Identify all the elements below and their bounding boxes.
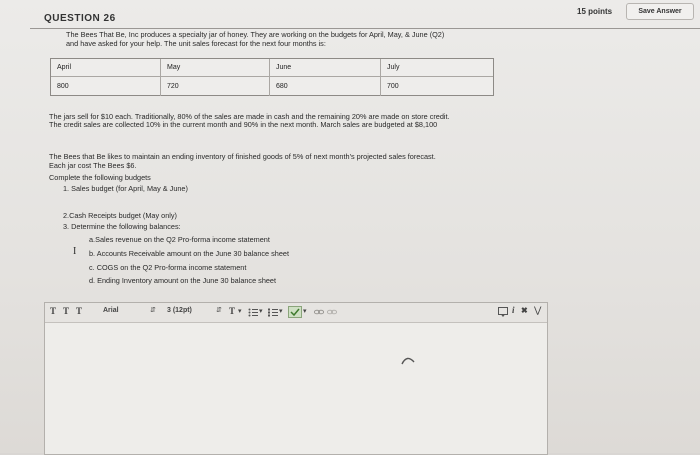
header-divider xyxy=(30,28,700,29)
text-color-icon[interactable]: T xyxy=(229,306,236,316)
bullet-list-icon[interactable] xyxy=(248,308,258,317)
table-cell: 800 xyxy=(57,83,69,90)
sub-item-d: d. Ending Inventory amount on the June 30 balance sheet xyxy=(89,276,277,285)
numbered-list-icon[interactable] xyxy=(268,308,278,317)
sales-forecast-table xyxy=(50,58,494,96)
font-size-select[interactable]: 3 (12pt) xyxy=(167,307,192,314)
table-header-cell: July xyxy=(380,59,493,76)
bold-style-icon[interactable]: T xyxy=(50,306,57,316)
spellcheck-dropdown-icon[interactable]: ▾ xyxy=(303,308,307,315)
underline-style-icon[interactable]: T xyxy=(76,306,83,316)
inventory-line-1: The Bees that Be likes to maintain an ending inventory of finished goods of 5% of next month's projected sales forecast. xyxy=(49,152,436,161)
intro-line-1: The Bees That Be, Inc produces a specialty jar of honey. They are working on the budgets for April, May, & June (Q2) xyxy=(66,30,445,39)
answer-text-area[interactable] xyxy=(45,323,547,454)
editor-toolbar xyxy=(45,303,547,323)
text-color-dropdown-icon[interactable]: ▾ xyxy=(238,308,242,315)
item-1: 1. Sales budget (for April, May & June) xyxy=(63,184,188,193)
sub-item-b: b. Accounts Receivable amount on the June 30 balance sheet xyxy=(89,249,289,258)
table-cell: 700 xyxy=(380,77,493,96)
sub-item-c: c. COGS on the Q2 Pro-forma income statement xyxy=(89,263,247,272)
complete-label: Complete the following budgets xyxy=(49,173,151,182)
table-header-cell: June xyxy=(269,59,380,76)
link-icon[interactable] xyxy=(314,308,324,316)
save-answer-button[interactable]: Save Answer xyxy=(626,3,694,20)
intro-line-2: and have asked for your help. The unit sales forecast for the next four months is: xyxy=(66,39,326,48)
spellcheck-icon[interactable] xyxy=(288,306,302,318)
table-row xyxy=(51,76,493,96)
answer-editor xyxy=(44,302,548,455)
pricing-line-2: The credit sales are collected 10% in the current month and 90% in the next month. March sales are budgeted at $8,100 xyxy=(49,120,438,129)
insert-content-icon[interactable] xyxy=(498,307,508,317)
pricing-line-1: The jars sell for $10 each. Traditionally, 80% of the sales are made in cash and the remaining 20% are made on store credit. xyxy=(49,112,450,121)
bullet-list-dropdown-icon[interactable]: ▾ xyxy=(259,308,263,315)
item-3: 3. Determine the following balances: xyxy=(63,222,181,231)
info-icon[interactable]: i xyxy=(512,305,515,315)
mouse-cursor-arc xyxy=(401,355,415,365)
italic-style-icon[interactable]: T xyxy=(63,306,70,316)
points-label: 15 points xyxy=(577,7,613,16)
table-header-cell: April xyxy=(57,64,72,71)
collapse-toolbar-icon[interactable]: ⋁ xyxy=(534,305,542,315)
font-size-arrow-icon: ⇵ xyxy=(216,307,222,314)
table-cell: 680 xyxy=(269,77,380,96)
unlink-icon[interactable] xyxy=(327,308,337,316)
sub-item-a: a.Sales revenue on the Q2 Pro-forma income statement xyxy=(89,235,270,244)
table-header-cell: May xyxy=(160,59,269,76)
font-family-arrow-icon: ⇵ xyxy=(150,307,156,314)
inventory-line-2: Each jar cost The Bees $6. xyxy=(49,161,137,170)
question-title: QUESTION 26 xyxy=(44,13,116,24)
item-2: 2.Cash Receipts budget (May only) xyxy=(63,211,177,220)
fullscreen-icon[interactable]: ✖ xyxy=(521,306,528,315)
numbered-list-dropdown-icon[interactable]: ▾ xyxy=(279,308,283,315)
table-cell: 720 xyxy=(160,77,269,96)
font-family-select[interactable]: Arial xyxy=(103,307,119,314)
text-cursor-icon: I xyxy=(73,246,77,257)
table-header-row xyxy=(51,59,493,76)
